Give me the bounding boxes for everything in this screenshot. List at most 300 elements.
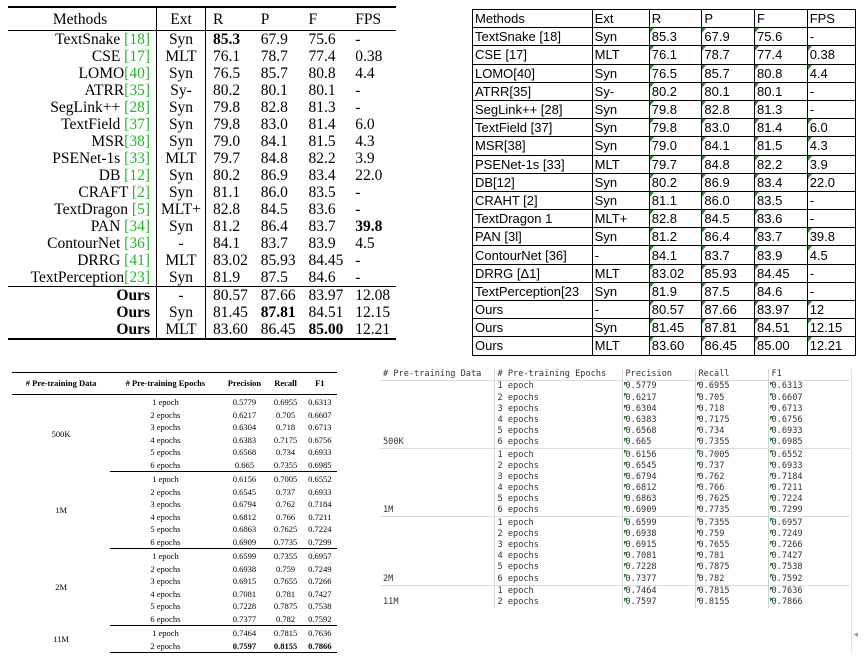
citation-link[interactable]: [12]	[124, 167, 150, 184]
epochs-cell: 5 epochs	[150, 524, 181, 534]
p-cell: 86.0	[260, 184, 288, 201]
pretraining-data-cell[interactable]: 1M	[383, 505, 394, 516]
header-cell[interactable]: FPS	[807, 10, 855, 28]
citation-link[interactable]: [40]	[124, 65, 150, 82]
grid-cell[interactable]: Syn	[592, 228, 649, 246]
epochs-cell[interactable]: 5 epochs	[494, 426, 622, 437]
citation-link[interactable]: [28]	[124, 99, 150, 116]
pretraining-data-cell[interactable]	[380, 392, 494, 403]
citation-link[interactable]: [23]	[124, 269, 150, 286]
grid-cell[interactable]: 83.60	[649, 337, 702, 355]
table-header-row	[380, 369, 850, 381]
f-cell: 83.5	[308, 184, 336, 201]
citation-link[interactable]: [38]	[124, 133, 150, 150]
grid-cell[interactable]: 81.45	[649, 319, 702, 337]
grid-cell[interactable]: -	[807, 191, 855, 209]
grid-cell[interactable]: 86.45	[702, 337, 755, 355]
grid-cell[interactable]: DB[12]	[473, 173, 593, 191]
table-row	[12, 472, 337, 486]
f1-cell[interactable]: 0.7427	[768, 551, 850, 562]
grid-cell[interactable]: CSE [17]	[473, 46, 593, 64]
pretraining-data-cell[interactable]	[380, 494, 494, 505]
grid-cell[interactable]: 67.9	[702, 28, 755, 46]
grid-cell[interactable]: 75.6	[755, 28, 808, 46]
method-name: TextPerception	[30, 269, 125, 286]
f1-cell[interactable]: 0.7249	[768, 529, 850, 540]
r-cell: 82.8	[213, 201, 241, 218]
pretraining-data-cell[interactable]	[380, 449, 494, 461]
grid-cell[interactable]: 76.5	[649, 64, 702, 82]
recall-cell[interactable]: 0.762	[695, 472, 768, 483]
precision-cell[interactable]: 0.6383	[622, 415, 695, 426]
method-cell	[8, 218, 157, 235]
epochs-cell: 1 epoch	[152, 551, 179, 561]
precision-cell[interactable]: 0.665	[622, 437, 695, 449]
precision-cell[interactable]: 0.7464	[622, 585, 695, 597]
p-cell: 67.9	[260, 31, 288, 48]
precision-cell: 0.5779	[232, 397, 257, 407]
recall-cell[interactable]: 0.8155	[695, 597, 768, 608]
method-name: TextField	[61, 116, 125, 133]
grid-cell[interactable]: 83.4	[755, 173, 808, 191]
pretraining-data-cell[interactable]	[380, 517, 494, 529]
recall-cell[interactable]: 0.7355	[695, 437, 768, 449]
header-cell[interactable]: P	[702, 10, 755, 28]
epochs-cell[interactable]: 6 epochs	[494, 573, 622, 585]
epochs-cell[interactable]: 3 epochs	[494, 472, 622, 483]
pretraining-data-cell[interactable]: 2M	[383, 573, 394, 584]
grid-cell[interactable]: 81.9	[649, 282, 702, 300]
f1-cell[interactable]: 0.6957	[768, 517, 850, 529]
pretraining-data-cell[interactable]	[380, 472, 494, 483]
r-cell: 79.7	[213, 150, 241, 167]
collapse-caret-icon[interactable]: ◂	[853, 630, 858, 640]
table-row	[380, 573, 850, 585]
grid-cell[interactable]: -	[592, 246, 649, 264]
recall-cell[interactable]: 0.7175	[695, 415, 768, 426]
header-methods: Methods	[8, 7, 157, 31]
pretraining-data-cell[interactable]	[380, 585, 494, 597]
grid-cell[interactable]: 84.6	[755, 282, 808, 300]
epochs-cell[interactable]: 2 epochs	[494, 461, 622, 472]
grid-cell[interactable]: 83.02	[649, 264, 702, 282]
grid-cell[interactable]: TextField [37]	[473, 119, 593, 137]
epochs-cell: 2 epochs	[150, 563, 181, 574]
citation-link[interactable]: [35]	[124, 82, 150, 99]
grid-cell[interactable]: Syn	[592, 64, 649, 82]
best-value: 0.7597	[232, 640, 257, 651]
grid-cell[interactable]: 3.9	[807, 155, 855, 173]
grid-cell[interactable]: -	[807, 82, 855, 100]
precision-cell[interactable]: 0.6812	[622, 483, 695, 494]
ext-cell: Syn	[157, 116, 206, 133]
table-row	[473, 64, 856, 82]
grid-cell[interactable]: 83.6	[755, 210, 808, 228]
epochs-cell[interactable]: 2 epochs	[494, 597, 622, 608]
grid-cell[interactable]: 84.45	[755, 264, 808, 282]
f1-cell[interactable]: 0.6756	[768, 415, 850, 426]
grid-cell[interactable]: 87.66	[702, 301, 755, 319]
grid-cell[interactable]: 86.9	[702, 173, 755, 191]
grid-cell[interactable]: 22.0	[807, 173, 855, 191]
precision-cell[interactable]: 0.6599	[622, 517, 695, 529]
grid-cell[interactable]: -	[807, 100, 855, 118]
epochs-cell: 4 epochs	[150, 588, 181, 599]
epochs-cell: 6 epochs	[110, 613, 220, 626]
method-name: LOMO	[78, 65, 125, 82]
epochs-cell: 2 epochs	[150, 486, 181, 497]
grid-cell[interactable]: 84.5	[702, 210, 755, 228]
grid-cell[interactable]: 12	[807, 301, 855, 319]
grid-cell[interactable]: 83.7	[755, 228, 808, 246]
grid-cell[interactable]: 4.4	[807, 64, 855, 82]
precision-cell[interactable]: 0.6794	[622, 472, 695, 483]
f1-cell[interactable]: 0.7299	[768, 505, 850, 517]
grid-cell[interactable]: 80.2	[649, 82, 702, 100]
f1-cell: 0.7224	[308, 524, 332, 534]
recall-cell[interactable]: 0.7355	[695, 517, 768, 529]
epochs-cell[interactable]: 4 epochs	[494, 483, 622, 494]
f-value-bold: 85.00	[308, 321, 344, 338]
grid-cell[interactable]: -	[807, 210, 855, 228]
grid-cell[interactable]: 76.1	[649, 46, 702, 64]
f1-cell[interactable]: 0.6552	[768, 449, 850, 461]
grid-cell[interactable]: 82.8	[702, 100, 755, 118]
grid-cell[interactable]: ATRR[35]	[473, 82, 593, 100]
precision-cell: 0.6156	[232, 474, 257, 484]
precision-cell: 0.6863	[232, 524, 257, 534]
grid-cell[interactable]: 12.21	[807, 337, 855, 355]
epochs-cell: 4 epochs	[150, 434, 181, 445]
epochs-cell[interactable]: 1 epoch	[494, 517, 622, 529]
epochs-cell[interactable]: 3 epochs	[494, 540, 622, 551]
grid-cell[interactable]: 6.0	[807, 119, 855, 137]
recall-cell[interactable]: 0.705	[695, 392, 768, 403]
grid-cell[interactable]: MLT+	[592, 210, 649, 228]
pretraining-data-cell[interactable]	[380, 540, 494, 551]
grid-cell[interactable]: 39.8	[807, 228, 855, 246]
grid-cell[interactable]: MLT	[592, 46, 649, 64]
epochs-cell[interactable]: 4 epochs	[494, 551, 622, 562]
grid-cell[interactable]: 81.5	[755, 137, 808, 155]
epochs-cell[interactable]: 1 epoch	[494, 449, 622, 461]
epochs-cell[interactable]: 3 epochs	[494, 404, 622, 415]
f1-cell[interactable]: 0.7866	[768, 597, 850, 608]
grid-cell[interactable]: 87.81	[702, 319, 755, 337]
header-fps: FPS	[349, 7, 396, 31]
table-row	[8, 167, 396, 184]
grid-cell[interactable]: 87.5	[702, 282, 755, 300]
precision-cell[interactable]: 0.7228	[622, 562, 695, 573]
citation-link[interactable]: [2]	[131, 184, 150, 201]
ext-cell: MLT	[157, 252, 206, 269]
f1-cell[interactable]: 0.6713	[768, 404, 850, 415]
epochs-cell[interactable]: 2 epochs	[494, 392, 622, 403]
f1-cell[interactable]: 0.6933	[768, 461, 850, 472]
grid-cell[interactable]: 81.1	[649, 191, 702, 209]
fps-cell: -	[355, 82, 361, 99]
grid-cell[interactable]: Syn	[592, 282, 649, 300]
grid-cell[interactable]: 83.0	[702, 119, 755, 137]
epochs-cell[interactable]: 2 epochs	[494, 529, 622, 540]
grid-cell[interactable]: 81.4	[755, 119, 808, 137]
grid-cell[interactable]: Ours	[473, 319, 593, 337]
pretraining-data-cell[interactable]	[380, 415, 494, 426]
recall-cell[interactable]: 0.7005	[695, 449, 768, 461]
r-value-bold: 85.3	[213, 31, 241, 48]
recall-cell[interactable]: 0.759	[695, 529, 768, 540]
precision-cell[interactable]: 0.6863	[622, 494, 695, 505]
table-row	[380, 562, 850, 573]
grid-cell[interactable]: TextDragon 1	[473, 210, 593, 228]
f1-cell[interactable]: 0.7636	[768, 585, 850, 597]
header-ext: Ext	[157, 7, 206, 31]
grid-cell[interactable]: -	[807, 264, 855, 282]
header-cell[interactable]: R	[649, 10, 702, 28]
grid-cell[interactable]: MLT	[592, 337, 649, 355]
grid-cell[interactable]: 81.2	[649, 228, 702, 246]
citation-link[interactable]: [36]	[124, 235, 150, 252]
grid-cell[interactable]: 85.00	[755, 337, 808, 355]
recall-cell[interactable]: 0.7875	[695, 562, 768, 573]
pretraining-data-cell: 2M	[55, 582, 68, 593]
f1-cell[interactable]: 0.7184	[768, 472, 850, 483]
pretraining-data-cell[interactable]: 11M	[383, 596, 399, 607]
f1-cell[interactable]: 0.6985	[768, 437, 850, 449]
f1-cell	[303, 640, 337, 653]
table-row	[473, 100, 856, 118]
precision-cell[interactable]: 0.6909	[622, 505, 695, 517]
citation-link[interactable]: [17]	[124, 48, 150, 65]
method-cell	[8, 65, 157, 82]
f1-cell: 0.7211	[308, 511, 332, 522]
grid-cell[interactable]: DRRG [Δ1]	[473, 264, 593, 282]
header-cell[interactable]: Precision	[622, 369, 695, 381]
grid-cell[interactable]: 82.8	[649, 210, 702, 228]
precision-cell[interactable]: 0.7081	[622, 551, 695, 562]
grid-cell[interactable]: 86.4	[702, 228, 755, 246]
grid-cell[interactable]: 80.57	[649, 301, 702, 319]
table-row	[473, 191, 856, 209]
r-cell: 81.1	[213, 184, 241, 201]
header-cell[interactable]: Ext	[592, 10, 649, 28]
recall-cell[interactable]: 0.7655	[695, 540, 768, 551]
recall-cell[interactable]: 0.737	[695, 461, 768, 472]
table-row	[8, 150, 396, 167]
grid-cell[interactable]: 80.8	[755, 64, 808, 82]
epochs-cell[interactable]: 1 epoch	[494, 381, 622, 393]
grid-cell[interactable]: 83.5	[755, 191, 808, 209]
table-row	[8, 269, 396, 287]
ours-row	[8, 287, 396, 305]
epochs-cell[interactable]: 5 epochs	[494, 562, 622, 573]
grid-cell[interactable]: Syn	[592, 100, 649, 118]
recall-cell[interactable]: 0.766	[695, 483, 768, 494]
pretraining-data-cell[interactable]	[380, 404, 494, 415]
recall-cell[interactable]: 0.7815	[695, 585, 768, 597]
pretraining-data-cell[interactable]	[380, 381, 494, 393]
grid-cell[interactable]: 83.7	[702, 246, 755, 264]
grid-cell[interactable]: SegLink++ [28]	[473, 100, 593, 118]
grid-cell[interactable]: ContourNet [36]	[473, 246, 593, 264]
grid-cell[interactable]: 84.1	[649, 246, 702, 264]
grid-cell[interactable]: TextPerception[23	[473, 282, 593, 300]
grid-cell[interactable]: Syn	[592, 119, 649, 137]
grid-cell[interactable]: 85.7	[702, 64, 755, 82]
precision-cell: 0.6568	[232, 447, 257, 457]
table-row	[380, 437, 850, 449]
grid-cell[interactable]: Ours	[473, 301, 593, 319]
fps-cell: -	[355, 201, 361, 218]
precision-cell[interactable]: 0.7597	[622, 597, 695, 608]
grid-cell[interactable]: TextSnake [18]	[473, 28, 593, 46]
grid-cell[interactable]: 0.38	[807, 46, 855, 64]
precision-cell: 0.6812	[232, 511, 257, 522]
grid-cell[interactable]: 79.0	[649, 137, 702, 155]
grid-cell[interactable]: -	[807, 282, 855, 300]
epochs-cell: 3 epochs	[150, 422, 181, 432]
grid-cell[interactable]: Syn	[592, 319, 649, 337]
citation-link[interactable]: [33]	[124, 150, 150, 167]
table-row	[473, 282, 856, 300]
f1-cell[interactable]: 0.7592	[768, 573, 850, 585]
table-row	[8, 31, 396, 49]
grid-cell[interactable]: Syn	[592, 137, 649, 155]
f-cell: 83.7	[308, 218, 336, 235]
citation-link[interactable]: [34]	[124, 218, 150, 235]
precision-cell[interactable]: 0.6568	[622, 426, 695, 437]
f1-cell[interactable]: 0.6933	[768, 426, 850, 437]
recall-cell: 0.734	[275, 447, 296, 457]
header-f: F	[302, 7, 350, 31]
grid-cell[interactable]: LOMO[40]	[473, 64, 593, 82]
f1-cell[interactable]: 0.6607	[768, 392, 850, 403]
f1-cell[interactable]: 0.6313	[768, 381, 850, 393]
grid-cell[interactable]: -	[807, 28, 855, 46]
recall-cell[interactable]: 0.7735	[695, 505, 768, 517]
citation-link[interactable]: [37]	[124, 116, 150, 133]
pretraining-data-cell[interactable]	[380, 562, 494, 573]
grid-cell[interactable]: Ours	[473, 337, 593, 355]
grid-cell[interactable]: MLT	[592, 155, 649, 173]
grid-cell[interactable]: 85.3	[649, 28, 702, 46]
epochs-cell[interactable]: 1 epoch	[494, 585, 622, 597]
grid-cell[interactable]: MLT	[592, 264, 649, 282]
precision-cell[interactable]: 0.7377	[622, 573, 695, 585]
precision-cell[interactable]: 0.6217	[622, 392, 695, 403]
precision-cell[interactable]: 0.6938	[622, 529, 695, 540]
precision-cell[interactable]: 0.5779	[622, 381, 695, 393]
grid-cell[interactable]: Syn	[592, 191, 649, 209]
precision-cell[interactable]: 0.6304	[622, 404, 695, 415]
grid-cell[interactable]: 77.4	[755, 46, 808, 64]
recall-cell[interactable]: 0.781	[695, 551, 768, 562]
fps-cell: -	[355, 184, 361, 201]
grid-cell[interactable]: 82.2	[755, 155, 808, 173]
precision-cell[interactable]: 0.6545	[622, 461, 695, 472]
f1-cell[interactable]: 0.7224	[768, 494, 850, 505]
f1-cell[interactable]: 0.7211	[768, 483, 850, 494]
pretraining-data-cell[interactable]	[380, 483, 494, 494]
header-cell[interactable]: # Pre-training Data	[383, 369, 482, 380]
grid-cell[interactable]: 12.15	[807, 319, 855, 337]
recall-cell[interactable]: 0.7625	[695, 494, 768, 505]
grid-cell[interactable]: 83.97	[755, 301, 808, 319]
grid-cell[interactable]: 79.7	[649, 155, 702, 173]
grid-cell[interactable]: 85.93	[702, 264, 755, 282]
grid-cell[interactable]: 80.2	[649, 173, 702, 191]
pretraining-data-cell[interactable]	[380, 426, 494, 437]
recall-cell[interactable]: 0.782	[695, 573, 768, 585]
precision-cell: 0.7228	[232, 601, 257, 611]
grid-cell[interactable]: 79.8	[649, 119, 702, 137]
epochs-cell[interactable]: 6 epochs	[494, 505, 622, 517]
pretraining-data-cell[interactable]	[380, 529, 494, 540]
recall-cell[interactable]: 0.734	[695, 426, 768, 437]
grid-cell[interactable]: Syn	[592, 28, 649, 46]
citation-link[interactable]: [5]	[131, 201, 150, 218]
grid-cell[interactable]: 84.1	[702, 137, 755, 155]
fps-cell: 4.4	[355, 65, 375, 82]
p-value-bold: 87.81	[260, 304, 296, 321]
grid-cell[interactable]: 86.0	[702, 191, 755, 209]
grid-cell[interactable]: 81.3	[755, 100, 808, 118]
grid-cell[interactable]: 78.7	[702, 46, 755, 64]
grid-cell[interactable]: 84.51	[755, 319, 808, 337]
header-cell[interactable]: F1	[768, 369, 850, 381]
grid-cell[interactable]: PSENet-1s [33]	[473, 155, 593, 173]
method-cell	[8, 48, 157, 65]
f1-cell[interactable]: 0.7266	[768, 540, 850, 551]
grid-cell[interactable]: 79.8	[649, 100, 702, 118]
scrollbar-edge[interactable]	[851, 369, 858, 652]
precision-cell[interactable]: 0.6915	[622, 540, 695, 551]
grid-cell[interactable]: 83.9	[755, 246, 808, 264]
precision-cell[interactable]: 0.6156	[622, 449, 695, 461]
epochs-cell[interactable]: 5 epochs	[494, 494, 622, 505]
header-cell[interactable]: Recall	[695, 369, 768, 381]
recall-cell[interactable]: 0.6955	[695, 381, 768, 393]
citation-link[interactable]: [41]	[124, 252, 150, 269]
grid-cell[interactable]: Sy-	[592, 82, 649, 100]
pretraining-data-cell[interactable]: 500K	[383, 437, 404, 448]
grid-cell[interactable]: 80.1	[755, 82, 808, 100]
recall-cell[interactable]: 0.718	[695, 404, 768, 415]
grid-cell[interactable]: 84.8	[702, 155, 755, 173]
header-cell[interactable]: Methods	[473, 10, 593, 28]
epochs-cell[interactable]: 6 epochs	[494, 437, 622, 449]
header-cell[interactable]: F	[755, 10, 808, 28]
grid-cell[interactable]: CRAHT [2]	[473, 191, 593, 209]
header-cell[interactable]: # Pre-training Epochs	[494, 369, 622, 381]
grid-cell[interactable]: PAN [3l]	[473, 228, 593, 246]
grid-cell[interactable]: 4.5	[807, 246, 855, 264]
grid-cell[interactable]: 4.3	[807, 137, 855, 155]
f1-cell[interactable]: 0.7538	[768, 562, 850, 573]
grid-cell[interactable]: -	[592, 301, 649, 319]
epochs-cell: 2 epochs	[150, 409, 181, 420]
pretraining-data-cell[interactable]	[380, 461, 494, 472]
citation-link[interactable]: [18]	[124, 31, 150, 48]
grid-cell[interactable]: MSR[38]	[473, 137, 593, 155]
grid-cell[interactable]: 80.1	[702, 82, 755, 100]
epochs-cell[interactable]: 4 epochs	[494, 415, 622, 426]
pretraining-data-cell[interactable]	[380, 551, 494, 562]
f1-cell: 0.7266	[308, 576, 332, 586]
grid-cell[interactable]: Syn	[592, 173, 649, 191]
precision-cell: 0.6383	[232, 434, 257, 445]
p-cell: 84.5	[260, 201, 288, 218]
